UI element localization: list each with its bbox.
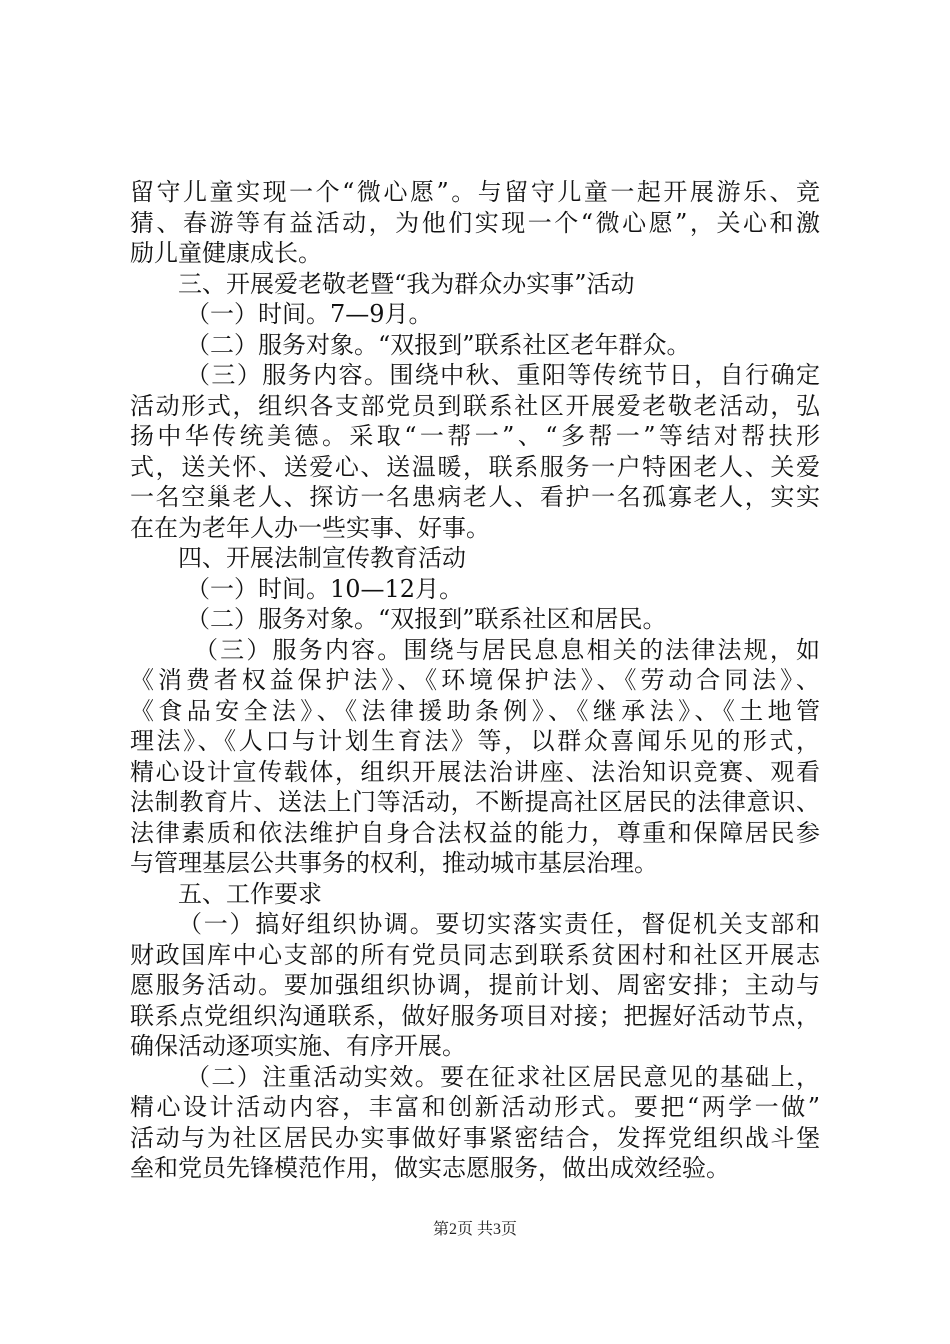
body-line: 理法》、《人口与计划生育法》等，以群众喜闻乐见的形式， — [130, 727, 820, 755]
body-line: 活动与为社区居民办实事做好事紧密结合，发挥党组织战斗堡 — [130, 1124, 820, 1152]
body-line: 猜、春游等有益活动，为他们实现一个“微心愿”，关心和激 — [130, 209, 820, 237]
body-line: 在在为老年人办一些实事、好事。 — [130, 514, 490, 542]
body-line: 一名空巢老人、探访一名患病老人、看护一名孤寡老人，实实 — [130, 483, 820, 511]
body-line: 活动形式，组织各支部党员到联系社区开展爱老敬老活动，弘 — [130, 392, 820, 420]
body-line: （一）时间。7—9月。 — [186, 300, 433, 328]
body-line: （一）时间。10—12月。 — [186, 575, 464, 603]
body-line: 与管理基层公共事务的权利，推动城市基层治理。 — [130, 849, 658, 877]
body-line: 《消费者权益保护法》、《环境保护法》、《劳动合同法》、 — [130, 666, 820, 694]
body-line: （三）服务内容。围绕中秋、重阳等传统节日，自行确定 — [186, 361, 820, 389]
body-line: （三）服务内容。围绕与居民息息相关的法律法规，如 — [194, 636, 820, 664]
body-line: 五、工作要求 — [178, 880, 322, 908]
body-line: （二）服务对象。“双报到”联系社区和居民。 — [186, 605, 667, 633]
body-line: 式，送关怀、送爱心、送温暖，联系服务一户特困老人、关爱 — [130, 453, 820, 481]
body-line: 《食品安全法》、《法律援助条例》、《继承法》、《土地管 — [130, 697, 820, 725]
body-line: 励儿童健康成长。 — [130, 239, 322, 267]
body-line: 垒和党员先锋模范作用，做实志愿服务，做出成效经验。 — [130, 1154, 730, 1182]
body-line: （二）注重活动实效。要在征求社区居民意见的基础上， — [186, 1063, 820, 1091]
body-line: 法律素质和依法维护自身合法权益的能力，尊重和保障居民参 — [130, 819, 820, 847]
body-line: 留守儿童实现一个“微心愿”。与留守儿童一起开展游乐、竞 — [130, 178, 820, 206]
body-line: 扬中华传统美德。采取“一帮一”、“多帮一”等结对帮扶形 — [130, 422, 820, 450]
body-line: （一）搞好组织协调。要切实落实责任，督促机关支部和 — [178, 910, 820, 938]
body-line: 精心设计宣传载体，组织开展法治讲座、法治知识竞赛、观看 — [130, 758, 820, 786]
body-line: 精心设计活动内容，丰富和创新活动形式。要把“两学一做” — [130, 1093, 820, 1121]
body-line: （二）服务对象。“双报到”联系社区老年群众。 — [186, 331, 691, 359]
body-line: 四、开展法制宣传教育活动 — [178, 544, 466, 572]
body-line: 确保活动逐项实施、有序开展。 — [130, 1032, 466, 1060]
page-footer: 第2页 共3页 — [432, 1221, 517, 1238]
body-line: 联系点党组织沟通联系，做好服务项目对接；把握好活动节点， — [130, 1002, 820, 1030]
body-line: 财政国库中心支部的所有党员同志到联系贫困村和社区开展志 — [130, 941, 820, 969]
body-line: 法制教育片、送法上门等活动，不断提高社区居民的法律意识、 — [130, 788, 820, 816]
body-line: 愿服务活动。要加强组织协调，提前计划、周密安排；主动与 — [130, 971, 820, 999]
body-line: 三、开展爱老敬老暨“我为群众办实事”活动 — [178, 270, 635, 298]
